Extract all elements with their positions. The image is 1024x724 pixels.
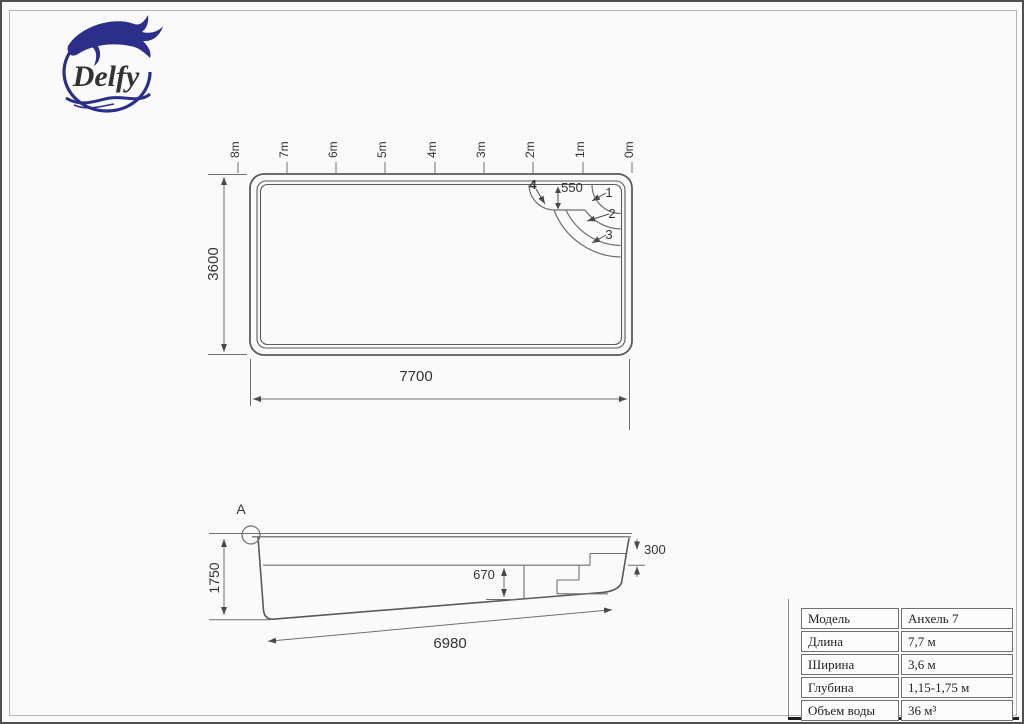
dim-550: [555, 187, 561, 210]
spec-value-cell: 1,15-1,75 м: [901, 677, 1013, 698]
ruler-label-0m: 0m: [622, 141, 636, 158]
spec-row-model: [801, 608, 1013, 629]
spec-value-cell: 7,7 м: [901, 631, 1013, 652]
ruler-label-5m: 5m: [375, 141, 389, 158]
ruler-label-8m: 8m: [228, 141, 242, 158]
spec-value-cell: 3,6 м: [901, 654, 1013, 675]
ruler-label-4m: 4m: [425, 141, 439, 158]
step-label-1: 1: [605, 185, 613, 200]
dim-300: [628, 539, 645, 577]
spec-label-cell: Объем воды: [801, 700, 899, 721]
dim-670-label: 670: [473, 567, 495, 582]
pool-top-view: [250, 174, 632, 355]
step-label-2: 2: [608, 206, 616, 221]
ruler-label-2m: 2m: [523, 141, 537, 158]
dim-6980-label: 6980: [433, 635, 467, 652]
leader-step-2: [587, 214, 609, 221]
pool-outer-rim: [250, 174, 632, 355]
spec-row-depth: [801, 677, 1013, 698]
spec-table: [799, 606, 1015, 723]
dolphin-icon: [68, 15, 163, 58]
pool-inner-wall: [261, 185, 622, 345]
ruler-label-1m: 1m: [573, 141, 587, 158]
spec-value-cell: 36 м³: [901, 700, 1013, 721]
meter-ruler: [228, 141, 636, 173]
shell-outline: [258, 537, 629, 619]
ruler-label-3m: 3m: [474, 141, 488, 158]
spec-label-cell: Ширина: [801, 654, 899, 675]
step-label-3: 3: [605, 227, 613, 242]
dim-300-label: 300: [644, 542, 666, 557]
spec-value-cell: Анхель 7: [901, 608, 1013, 629]
step-label-4: 4: [529, 177, 537, 192]
spec-label-cell: Глубина: [801, 677, 899, 698]
stairs-side-view: [263, 554, 626, 599]
detail-a-marker: [242, 526, 260, 544]
pool-mid-rim: [257, 181, 625, 348]
dim-3600-label: 3600: [205, 247, 222, 281]
logo-text: Delfy: [72, 60, 140, 93]
spec-row-volume: [801, 700, 1013, 721]
pool-side-view: [215, 526, 632, 619]
spec-row-width: [801, 654, 1013, 675]
dim-550-label: 550: [561, 180, 583, 195]
dim-1750-label: 1750: [206, 562, 222, 594]
delfy-logo: [64, 15, 163, 111]
ruler-label-7m: 7m: [277, 141, 291, 158]
spec-row-length: [801, 631, 1013, 652]
leader-step-4: [536, 189, 545, 204]
dim-7700: [251, 359, 630, 430]
detail-a-label: A: [236, 501, 246, 517]
ruler-label-6m: 6m: [326, 141, 340, 158]
logo-wave-swoosh-2: [74, 104, 114, 108]
spec-label-cell: Модель: [801, 608, 899, 629]
spec-label-cell: Длина: [801, 631, 899, 652]
title-block-left-border: [788, 599, 789, 720]
dim-7700-label: 7700: [399, 368, 433, 385]
